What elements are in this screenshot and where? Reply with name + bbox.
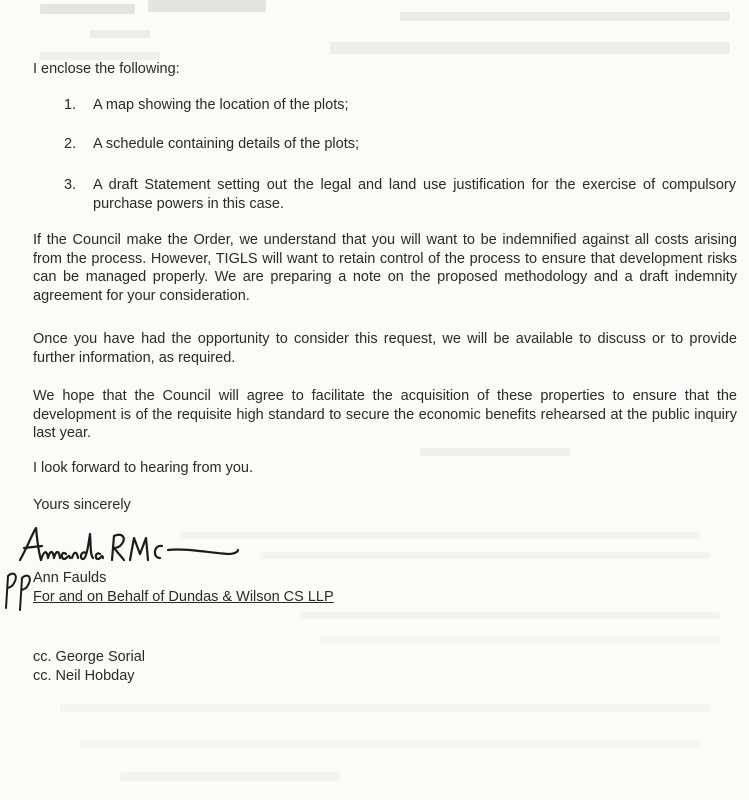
list-text: A draft Statement setting out the legal and land use justification for the exercise of compulsory purchase powers in this case.	[93, 177, 736, 212]
paragraph-further-info: Once you have had the opportunity to consider this request, we will be available to discuss or to provide further information, as required.	[33, 331, 737, 366]
signatory-name: Ann Faulds	[33, 570, 107, 586]
list-number: 3.	[64, 177, 77, 193]
list-number: 2.	[64, 136, 77, 152]
paragraph-closing-remark: I look forward to hearing from you.	[33, 460, 254, 476]
enclosure-intro: I enclose the following:	[33, 61, 180, 77]
cc-line: cc. Neil Hobday	[33, 668, 135, 684]
list-number: 1.	[64, 97, 77, 113]
pp-mark	[2, 566, 36, 614]
list-item	[64, 96, 736, 115]
signatory-firm: For and on Behalf of Dundas & Wilson CS LLP	[33, 589, 334, 605]
paragraph-indemnity: If the Council make the Order, we understand that you will want to be indemnified against all costs arising from the process. However, TIGLS will want to retain control of the process to ensure that development risks can be managed properly. We are preparing a note on the proposed methodology and a draft indemnity agreement for your consideration.	[33, 232, 737, 304]
signature	[14, 520, 244, 572]
list-item	[64, 176, 736, 213]
cc-line: cc. George Sorial	[33, 649, 146, 665]
list-text: A map showing the location of the plots;	[93, 97, 349, 113]
list-item	[64, 135, 736, 154]
list-text: A schedule containing details of the plots;	[93, 136, 360, 152]
paragraph-acquisition: We hope that the Council will agree to facilitate the acquisition of these properties to ensure that the development is of the requisite high standard to secure the economic benefits rehearsed at the public inquiry last year.	[33, 388, 737, 441]
valediction: Yours sincerely	[33, 497, 131, 513]
